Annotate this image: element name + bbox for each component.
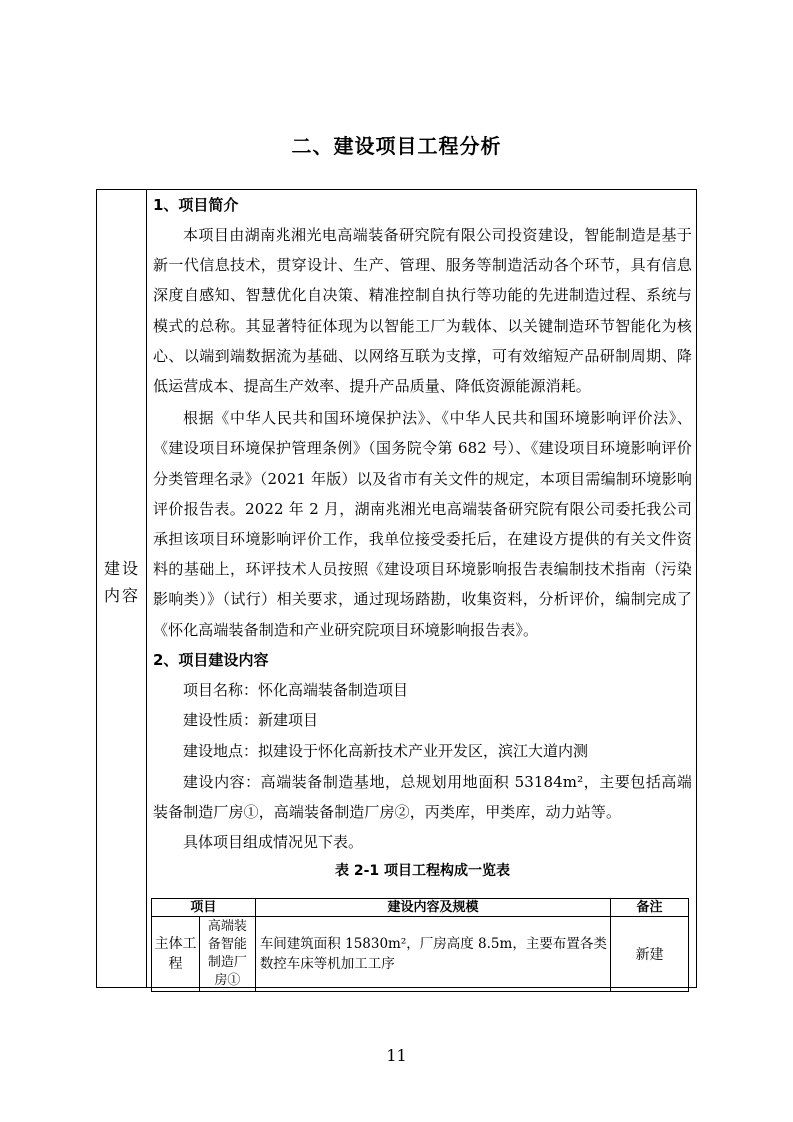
table-row xyxy=(152,917,689,992)
page-number: 11 xyxy=(386,1046,407,1065)
content-cell xyxy=(147,190,696,987)
project-composition-table xyxy=(151,898,689,992)
project-nature-line: 建设性质：新建项目 xyxy=(183,711,319,730)
row-note: 新建 xyxy=(611,917,689,992)
project-name-line: 项目名称：怀化高端装备制造项目 xyxy=(183,680,409,699)
row-category: 主体工程 xyxy=(152,917,200,992)
left-label-line2: 内容 xyxy=(103,586,140,605)
intro-paragraph: 本项目由湖南兆湘光电高端装备研究院有限公司投资建设，智能制造是基于新一代信息技术，贯穿设计、生产、管理、服务等制造活动各个环节，具有信息深度自感知、智慧优化自决策、精准控制自执行等功能的先进制造过程、系统与模式的总称。其显著特征体现为以智能工厂为载体、以关键制造环节智能化为核心、以端到端数据流为基础、以网络互联为支撑，可有效缩短产品研制周期、降低运营成本、提高生产效率、提升产品质量、降低资源能源消耗。 xyxy=(153,226,692,396)
header-note: 备注 xyxy=(611,899,689,917)
header-content: 建设内容及规模 xyxy=(255,899,610,917)
project-location-line: 建设地点：拟建设于怀化高新技术产业开发区，滨江大道内测 xyxy=(183,742,589,761)
section1-heading: 1、项目简介 xyxy=(153,196,239,214)
section2-heading: 2、项目建设内容 xyxy=(153,650,269,669)
table-header-row xyxy=(152,899,689,917)
header-project: 项目 xyxy=(152,899,256,917)
left-label xyxy=(97,555,147,609)
left-label-line1: 建设 xyxy=(103,559,140,578)
basis-paragraph: 根据《中华人民共和国环境保护法》、《中华人民共和国环境影响评价法》、《建设项目环境保护管理条例》（国务院令第 682 号）、《建设项目环境影响评价分类管理名录》（2021 年版）以及省市有关文件的规定，本项目需编制环境影响评价报告表。2022 年 2 月，湖南兆湘光电高端装备研究院有限公司委托我公司承担该项目环境影响评价工作，我单位接受委托后，在建设方提供的有关文件资料的基础上，环评技术人员按照《建设项目环境影响报告表编制技术指南（污染影响类）》（试行）相关要求，通过现场踏勘，收集资料，分析评价，编制完成了《怀化高端装备制造和产业研究院项目环境影响报告表》。 xyxy=(153,409,692,639)
page-title: 二、建设项目工程分析 xyxy=(291,134,502,158)
content-table xyxy=(96,189,697,988)
row-subitem: 高端装备智能制造厂房① xyxy=(199,917,255,992)
row-description: 车间建筑面积 15830m²，厂房高度 8.5m，主要布置各类数控车床等机加工工序 xyxy=(255,917,610,992)
left-column xyxy=(97,190,147,987)
table-caption: 表 2-1 项目工程构成一览表 xyxy=(334,862,511,879)
see-table-line: 具体项目组成情况见下表。 xyxy=(183,833,364,852)
project-content-line: 建设内容：高端装备制造基地，总规划用地面积 53184m²，主要包括高端装备制造厂房①，高端装备制造厂房②，丙类库，甲类库，动力站等。 xyxy=(153,772,692,821)
